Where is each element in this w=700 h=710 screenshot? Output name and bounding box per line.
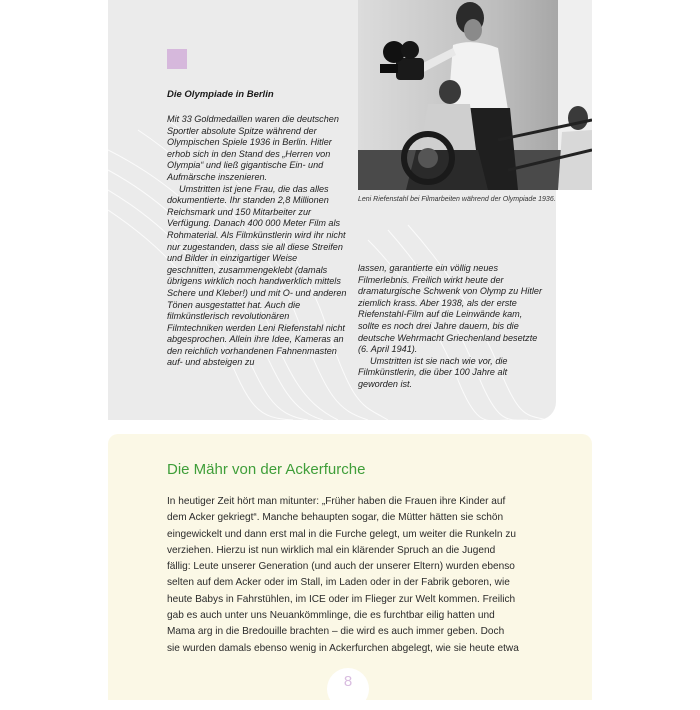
photo-caption: Leni Riefenstahl bei Filmarbeiten während der Olympiade 1936.: [358, 196, 556, 203]
article-paragraph: Umstritten ist sie nach wie vor, die Filmkünstlerin, die über 100 Jahre alt geworden ist.: [358, 355, 508, 389]
article-paragraph: Mit 33 Goldmedaillen waren die deutschen Sportler absolute Spitze während der Olympischen Spiele 1936 in Berlin. Hitler erhob sich in den Stand des „Herren von Olympia“ und ließ gigantische Ein- und Aufmärsche inszenieren.: [167, 114, 339, 182]
page-number: 8: [343, 673, 353, 690]
article-column-1: [167, 114, 347, 369]
box-text-line: gab es auch unter uns Neuankömmlinge, die es furchtbar eilig hatten und: [167, 610, 495, 622]
box-text-line: heute Babys in Fahrstühlen, im ICE oder im Flieger zur Welt kommen. Freilich: [167, 593, 516, 605]
box-text-line: selten auf dem Acker oder im Stall, im Laden oder in der Fabrik geboren, wie: [167, 577, 510, 589]
box-text-line: In heutiger Zeit hört man mitunter: „Früher haben die Frauen ihre Kinder auf: [167, 496, 506, 507]
box-text-line: verziehen. Hierzu ist nun wirklich mal ein klärender Spruch an die Jugend: [167, 544, 496, 556]
box-text: [167, 494, 542, 657]
article-paragraph: Umstritten ist jene Frau, die das alles dokumentierte. Ihr standen 2,8 Millionen Reichsmark und 150 Mitarbeiter zur Verfügung. Danach 400 000 Meter Film als Rohmaterial. Als Filmkünstlerin wird ihr nicht nur zugestanden, dass sie all diese Streifen und Bilder in einzigartiger Weise geschnitten, zusammengeklebt (damals übrigens wirklich noch handwerklich mittels Schere und Kleber!) und mit O- und anderen Tönen ausgestattet hat. Auch die filmkünstlerisch revolutionären Filmtechniken werden Leni Riefenstahl nicht abgesprochen. Allein ihre Idee, Kameras an den reichlich vorhandenen Fahnenmasten auf- und absteigen zu: [167, 183, 347, 368]
article-paragraph: lassen, garantierte ein völlig neues Filmerlebnis. Freilich wirkt heute der dramaturgische Schwenk von Olymp zu Hitler ziemlich krass. Aber 1938, als der erste Riefenstahl-Film auf die Leinwände kam, sollte es noch drei Jahre dauern, bis die deutsche Wehrmacht Griechenland besetzte (6. April 1941).: [358, 263, 542, 355]
box-title: Die Mähr von der Ackerfurche: [167, 461, 366, 478]
accent-square: [167, 49, 187, 69]
box-text-line: eingewickelt und dann erst mal in die Furche gelegt, um weiter die Runkeln zu: [167, 528, 516, 540]
box-text-line: sie wurden damals ebenso wenig in Ackerfurchen abgelegt, wie sie heute etwa: [167, 642, 519, 654]
photo-leni-riefenstahl: [358, 0, 592, 190]
box-text-line: dem Acker gekriegt“. Manche behaupten sogar, die Mütter hätten sie schön: [167, 512, 504, 524]
box-text-line: Mama arg in die Bredouille brachten – die wird es auch immer geben. Doch: [167, 626, 505, 638]
box-text-line: fällig: Leute unserer Generation (und auch der unserer Eltern) wurden ebenso: [167, 561, 515, 573]
article-title: Die Olympiade in Berlin: [167, 89, 274, 100]
article-column-2: [358, 263, 543, 391]
